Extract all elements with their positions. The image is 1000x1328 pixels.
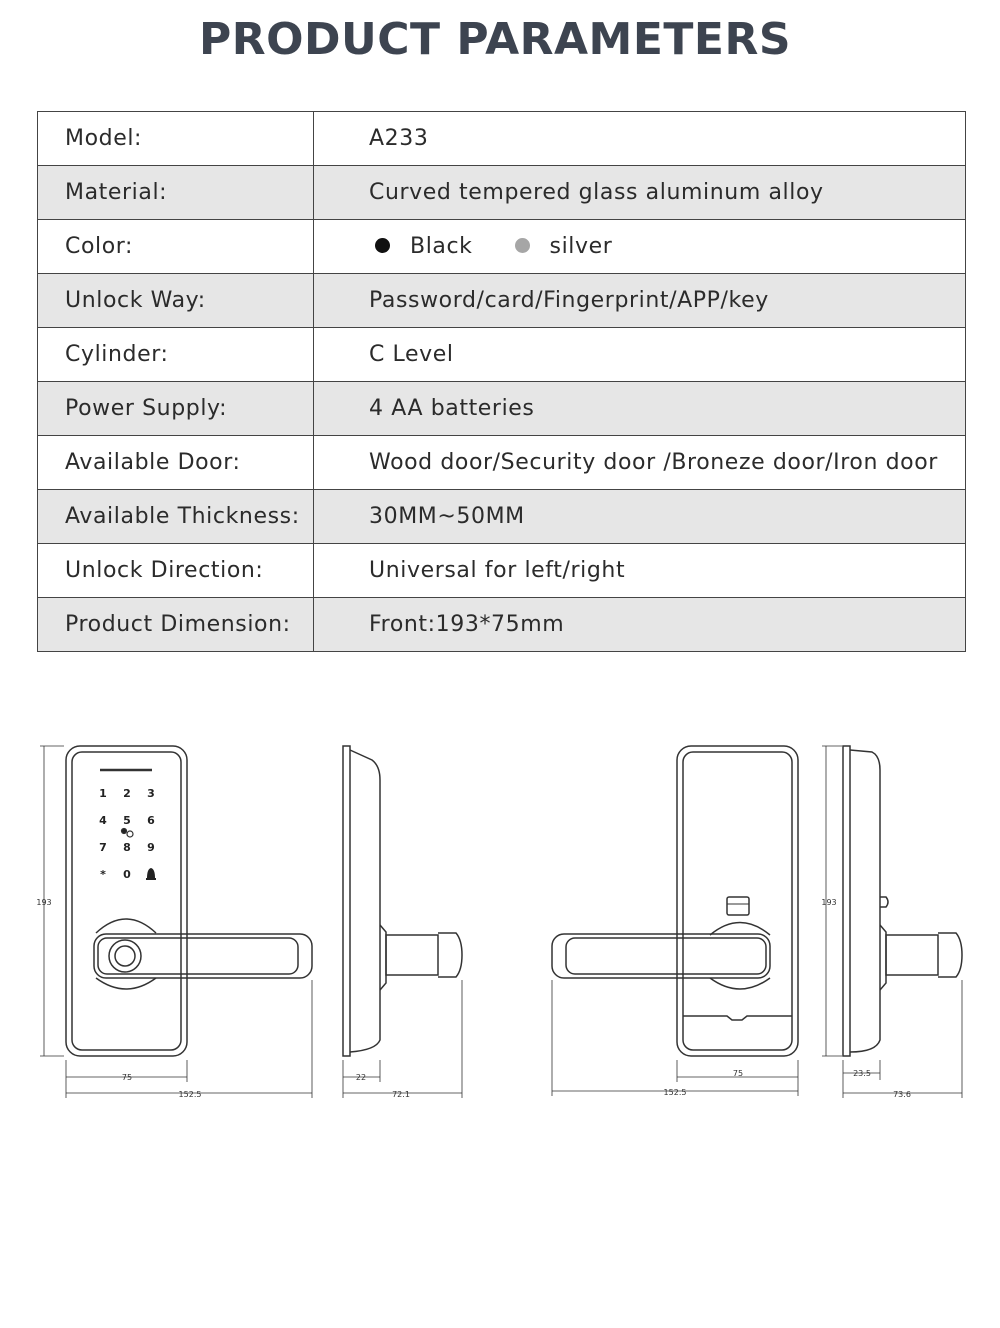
param-value: A233 bbox=[314, 112, 966, 166]
back-handle-lever-inner bbox=[566, 938, 766, 974]
row-available-thickness bbox=[38, 490, 966, 544]
param-value: C Level bbox=[314, 328, 966, 382]
back-rose-arc-bottom bbox=[710, 978, 770, 989]
param-label: Model: bbox=[38, 112, 314, 166]
keypad-key: * bbox=[100, 868, 106, 881]
keypad-key: 1 bbox=[99, 787, 107, 800]
keypad-key: 7 bbox=[99, 841, 107, 854]
bell-icon bbox=[146, 868, 156, 880]
dim-label-back-total-width: 152.5 bbox=[663, 1088, 687, 1097]
handle-rose-arc bbox=[96, 919, 156, 933]
param-label: Product Dimension: bbox=[38, 598, 314, 652]
param-value: Universal for left/right bbox=[314, 544, 966, 598]
param-value: Wood door/Security door /Broneze door/Iron door bbox=[314, 436, 966, 490]
side-plate bbox=[343, 746, 350, 1056]
param-label: Unlock Way: bbox=[38, 274, 314, 328]
front-dimensions bbox=[40, 746, 312, 1098]
keypad-key: 0 bbox=[123, 868, 131, 881]
keypad-key: 4 bbox=[99, 814, 107, 827]
color-name: silver bbox=[549, 234, 613, 259]
color-name: Black bbox=[410, 234, 473, 259]
row-material bbox=[38, 166, 966, 220]
side-plate-back bbox=[843, 746, 850, 1056]
side-handle-shaft-back bbox=[886, 935, 938, 975]
dim-label-side-total: 72.1 bbox=[392, 1090, 410, 1099]
param-value: Front:193*75mm bbox=[314, 598, 966, 652]
battery-cover-line bbox=[683, 1016, 792, 1020]
keypad-key: 9 bbox=[147, 841, 155, 854]
row-unlock-direction bbox=[38, 544, 966, 598]
side-rose-back bbox=[880, 925, 886, 990]
front-view-drawing bbox=[36, 746, 312, 1099]
handle-rose-arc-bottom bbox=[96, 978, 156, 989]
param-label: Material: bbox=[38, 166, 314, 220]
row-cylinder bbox=[38, 328, 966, 382]
fingerprint-sensor-icon bbox=[109, 940, 141, 972]
parameters-table bbox=[37, 111, 966, 652]
side-rose bbox=[380, 925, 386, 990]
row-power-supply bbox=[38, 382, 966, 436]
dim-label-back-width: 75 bbox=[732, 1069, 744, 1078]
keypad-key: 5 bbox=[123, 814, 131, 827]
side-thumb-turn bbox=[880, 897, 888, 907]
row-color bbox=[38, 220, 966, 274]
keypad-key: 8 bbox=[123, 841, 131, 854]
param-value-colors bbox=[314, 220, 966, 274]
thumb-turn-icon bbox=[727, 897, 749, 915]
side-view-front-drawing bbox=[343, 746, 462, 1099]
dim-label-side-total-back: 73.6 bbox=[893, 1090, 911, 1099]
handle-lever-inner bbox=[98, 938, 298, 974]
param-value: Curved tempered glass aluminum alloy bbox=[314, 166, 966, 220]
param-label: Available Door: bbox=[38, 436, 314, 490]
back-handle-lever bbox=[552, 934, 770, 978]
param-label: Available Thickness: bbox=[38, 490, 314, 544]
fingerprint-sensor-inner bbox=[115, 946, 135, 966]
row-unlock-way bbox=[38, 274, 966, 328]
color-swatch-black bbox=[375, 238, 390, 253]
dim-label-height: 193 bbox=[36, 898, 52, 907]
dim-label-total-width: 152.5 bbox=[178, 1090, 202, 1099]
dim-label-side-depth-back: 23.5 bbox=[853, 1069, 871, 1078]
page-title: PRODUCT PARAMETERS bbox=[198, 14, 792, 65]
technical-drawings bbox=[0, 700, 1000, 1120]
keypad-key: 6 bbox=[147, 814, 155, 827]
color-swatch-silver bbox=[515, 238, 530, 253]
side-view-back-drawing bbox=[821, 746, 962, 1099]
param-value: 30MM~50MM bbox=[314, 490, 966, 544]
param-label: Power Supply: bbox=[38, 382, 314, 436]
back-plate-inner bbox=[683, 752, 792, 1050]
dim-label-front-width: 75 bbox=[121, 1073, 133, 1082]
row-available-door bbox=[38, 436, 966, 490]
card-reader-icon bbox=[122, 829, 134, 838]
back-rose-arc bbox=[710, 923, 770, 936]
param-value: Password/card/Fingerprint/APP/key bbox=[314, 274, 966, 328]
back-plate-outline bbox=[677, 746, 798, 1056]
back-view-drawing bbox=[552, 746, 798, 1097]
row-model bbox=[38, 112, 966, 166]
side-body-profile-back bbox=[850, 750, 880, 1052]
side-body-profile bbox=[350, 750, 380, 1052]
keypad-key: 3 bbox=[147, 787, 155, 800]
keypad-key: 2 bbox=[123, 787, 131, 800]
dim-label-back-height: 193 bbox=[821, 898, 837, 907]
row-product-dimension bbox=[38, 598, 966, 652]
dim-label-side-depth: 22 bbox=[355, 1073, 367, 1082]
param-label: Color: bbox=[38, 220, 314, 274]
side-handle-shaft bbox=[386, 935, 438, 975]
param-label: Cylinder: bbox=[38, 328, 314, 382]
side-handle-end bbox=[438, 933, 462, 977]
param-value: 4 AA batteries bbox=[314, 382, 966, 436]
side-handle-end-back bbox=[938, 933, 962, 977]
param-label: Unlock Direction: bbox=[38, 544, 314, 598]
